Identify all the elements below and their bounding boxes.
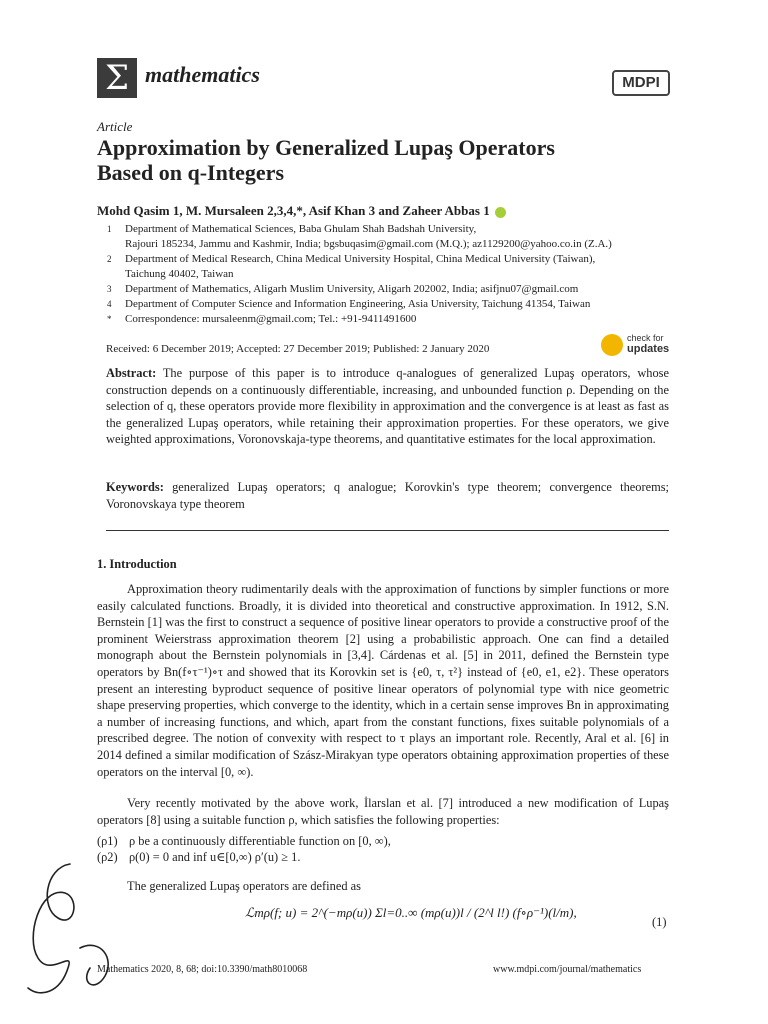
intro-paragraph-1: Approximation theory rudimentarily deals with the approximation of functions by simpler functions or more easily calculated functions. Broadly, it is divided into theoretical and constructive approximation. In 1912, S.N. Bernstein [1] was the first to construct a sequence of positive linear operators to provide a constructive proof of the prominent Weierstrass approximation theorem [2] using a probabilistic approach. One can find a detailed monograph about the Bernstein polynomials in [3,4]. Cárdenas et al. [5] in 2011, defined the Bernstein type operators by Bn(f∘τ⁻¹)∘τ and showed that its Korovkin set is {e0, τ, τ²} instead of {e0, e1, e2}. These operators present an interesting byproduct sequence of positive linear operators of polynomial type with nice geometric shape preserving properties, which converge to the identity, which in a certain sense improves Bn in approximating a number of increasing functions, and which, apart from the constant functions, fixes suitable polynomials of a prescribed degree. The notion of convexity with respect to τ plays an important role. Recently, Aral et al. [6] in 2014 defined a similar modification of Szász-Mirakyan type operators obtaining approximation properties of these operators on the interval [0, ∞). xyxy=(97,582,669,779)
affiliation-number: 2 xyxy=(107,254,112,264)
affiliation-number: 4 xyxy=(107,299,112,309)
property-text: ρ(0) = 0 and inf u∈[0,∞) ρ′(u) ≥ 1. xyxy=(129,850,301,864)
author-names: Mohd Qasim 1, M. Mursaleen 2,3,4,*, Asif Khan 3 and Zaheer Abbas 1 xyxy=(97,203,490,218)
section-heading: 1. Introduction xyxy=(97,557,177,571)
article-title xyxy=(97,135,697,185)
footer-url[interactable]: www.mdpi.com/journal/mathematics xyxy=(493,964,642,975)
equation-1: ℒmρ(f; u) = 2^(−mρ(u)) Σl=0..∞ (mρ(u))l / (2^l l!) (f∘ρ⁻¹)(l/m), xyxy=(245,905,577,920)
orcid-icon[interactable] xyxy=(495,207,506,218)
affiliation-text: Department of Medical Research, China Medical University Hospital, China Medical University (Taiwan), xyxy=(125,253,596,265)
affiliation-text: Correspondence: mursaleenm@gmail.com; Tel.: +91-9411491600 xyxy=(125,313,417,325)
keywords xyxy=(106,479,669,512)
property-text: ρ be a continuously differentiable function on [0, ∞), xyxy=(129,834,391,848)
abstract-text: The purpose of this paper is to introduce q-analogues of generalized Lupaş operators, whose construction depends on a continuously differentiable, increasing, and unbounded function ρ. Depending on the selection of q, these operators provide more flexibility in approximation and the convergence is at least as fast as the generalized Lupaş operators, while retaining their approximation properties. For these operators, we give weighted approximations, Voronovskaja-type theorems, and quantitative estimates for the local approximation. xyxy=(106,366,669,447)
author-list xyxy=(97,203,697,219)
article-type: Article xyxy=(97,119,133,134)
check-for-updates-badge[interactable] xyxy=(601,333,671,359)
affiliation-text: Department of Mathematics, Aligarh Muslim University, Aligarh 202002, India; asifjnu07@gmail.com xyxy=(125,283,579,295)
affiliation-text: Taichung 40402, Taiwan xyxy=(125,268,234,280)
property-label: (ρ1) xyxy=(97,834,118,848)
footer-citation: Mathematics 2020, 8, 68; doi:10.3390/math8010068 xyxy=(97,964,308,975)
abstract-label: Abstract: xyxy=(106,366,157,380)
affiliation-number: 1 xyxy=(107,224,112,234)
affiliation-text: Department of Mathematical Sciences, Baba Ghulam Shah Badshah University, xyxy=(125,223,477,235)
title-line-1: Approximation by Generalized Lupaş Operators xyxy=(97,135,555,160)
affiliation-text: Rajouri 185234, Jammu and Kashmir, India; bgsbuqasim@gmail.com (M.Q.); az1129200@yahoo.co.in (Z.A.) xyxy=(125,238,612,250)
journal-logo-icon: Σ xyxy=(97,58,137,98)
check-updates-icon xyxy=(601,334,623,356)
section-divider xyxy=(106,530,669,531)
property-label: (ρ2) xyxy=(97,850,118,864)
affiliation-number: 3 xyxy=(107,284,112,294)
affiliation-number: * xyxy=(107,314,112,324)
title-line-2: Based on q-Integers xyxy=(97,160,285,185)
keywords-text: generalized Lupaş operators; q analogue; Korovkin's type theorem; convergence theorems; Voronovskaya type theorem xyxy=(106,480,669,511)
intro-paragraph-3: The generalized Lupaş operators are defined as xyxy=(127,879,361,893)
check-updates-line-2: updates xyxy=(627,343,670,355)
keywords-label: Keywords: xyxy=(106,480,164,494)
publication-dates: Received: 6 December 2019; Accepted: 27 December 2019; Published: 2 January 2020 xyxy=(106,343,490,355)
signature-doodle xyxy=(20,858,125,1008)
equation-number: (1) xyxy=(652,915,667,929)
journal-name: mathematics xyxy=(145,62,260,87)
check-updates-line-1: check for xyxy=(627,333,664,343)
intro-paragraph-2: Very recently motivated by the above work, İlarslan et al. [7] introduced a new modification of Lupaş operators [8] using a suitable function ρ, which satisfies the following properties: xyxy=(97,796,669,827)
publisher-logo[interactable]: MDPI xyxy=(612,70,670,96)
affiliation-text: Department of Computer Science and Information Engineering, Asia University, Taichung 41354, Taiwan xyxy=(125,298,591,310)
abstract xyxy=(106,365,669,448)
check-updates-text xyxy=(627,333,669,355)
